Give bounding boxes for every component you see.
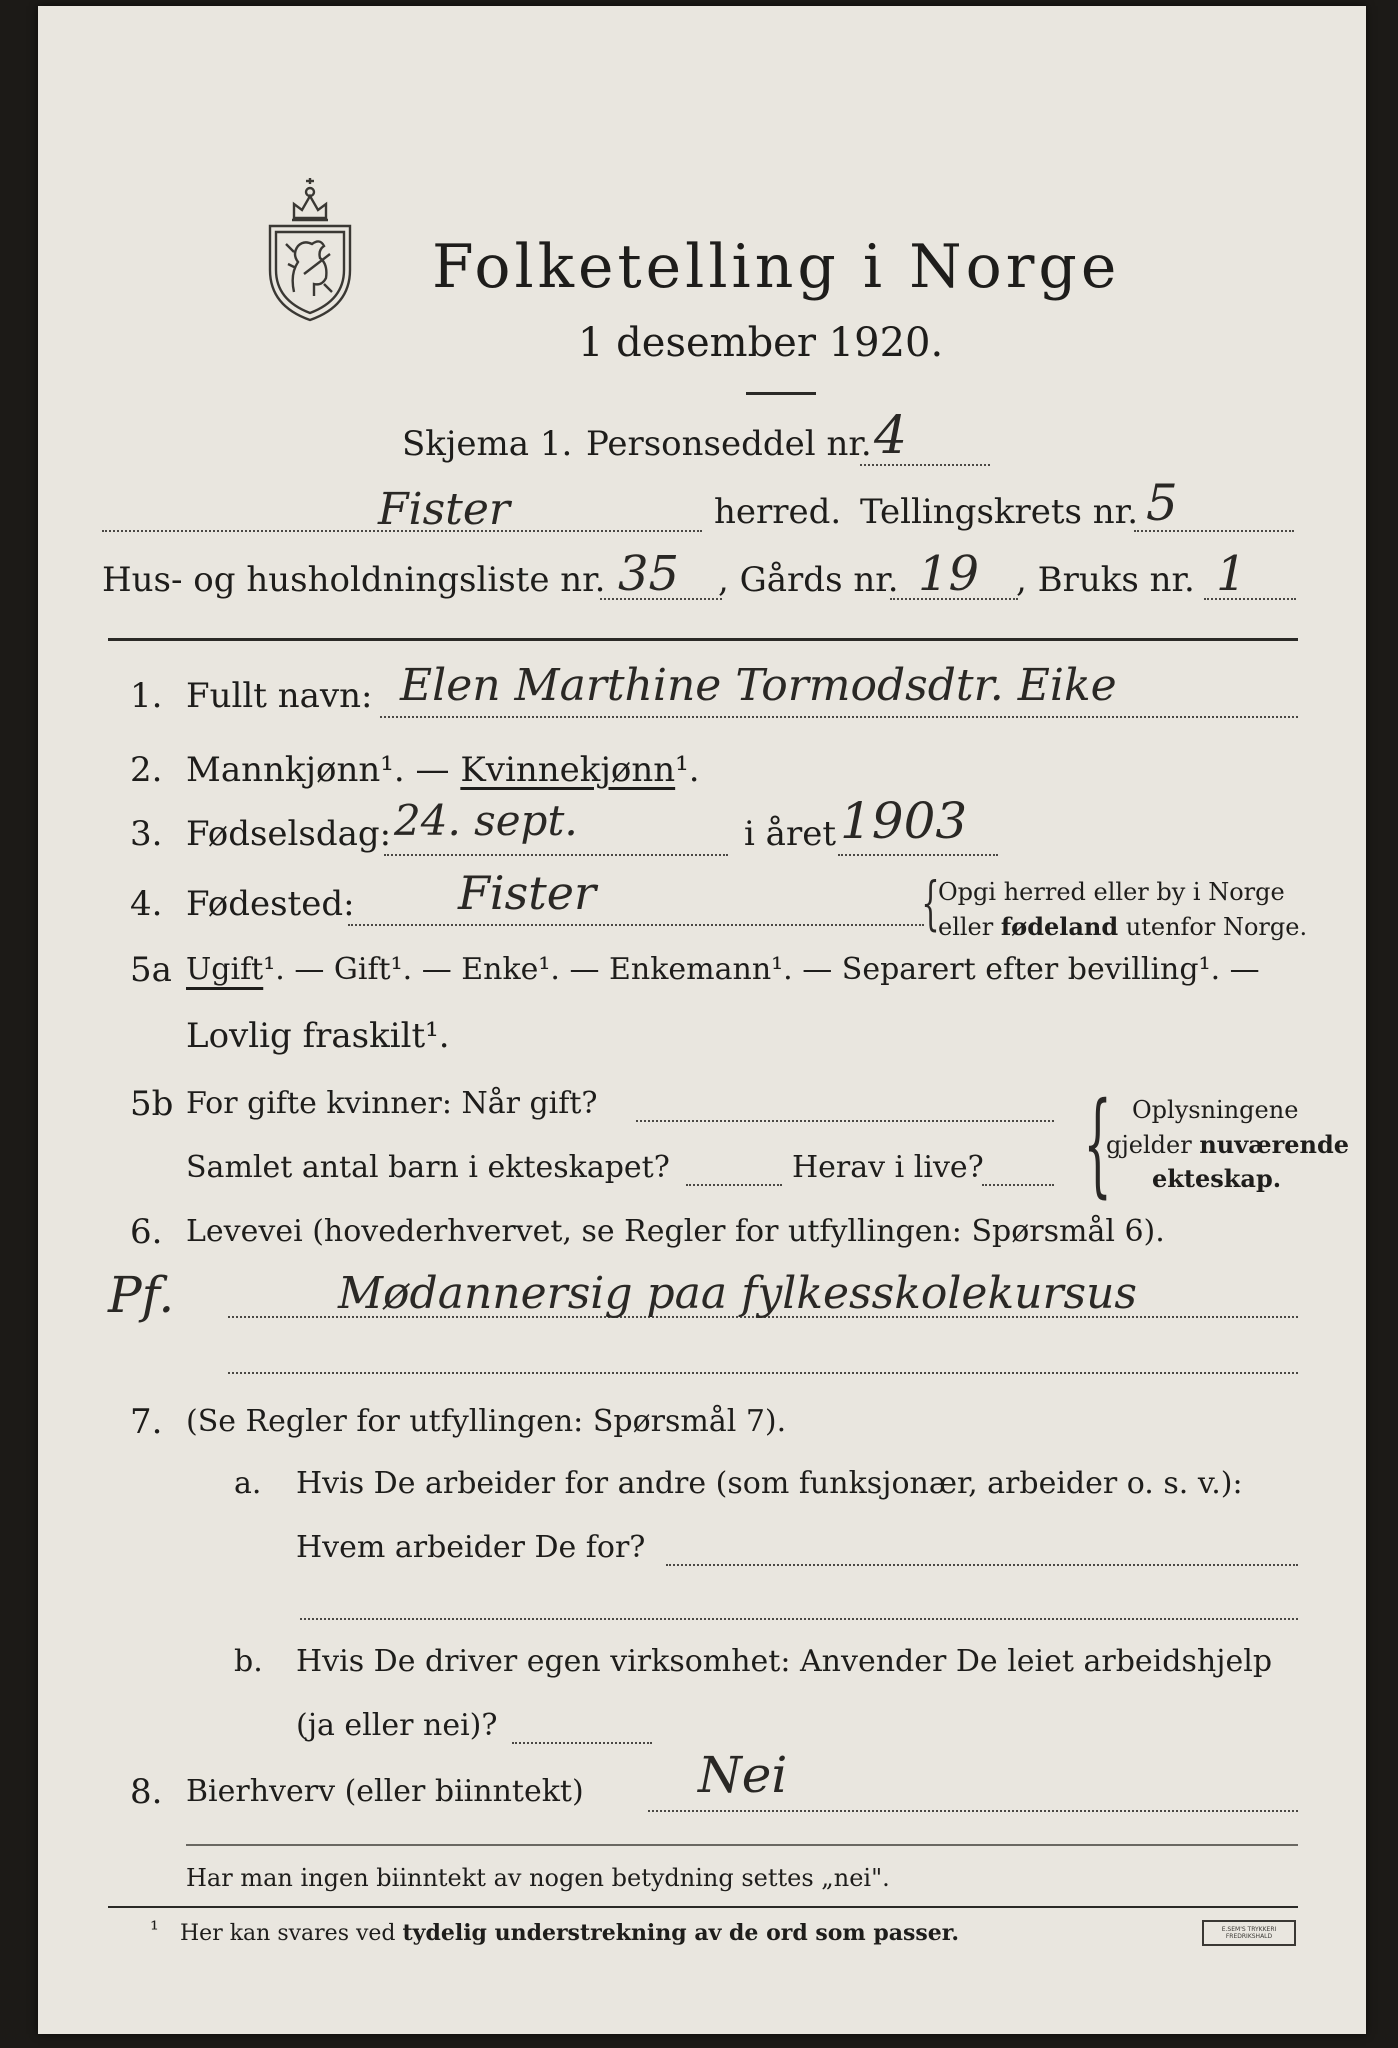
footer-note: Har man ingen biinntekt av nogen betydning settes „nei". [186, 1864, 890, 1892]
q5b-number: 5b [130, 1084, 174, 1124]
q5a-ugift: Ugift [186, 952, 264, 987]
hus-label: Hus- og husholdningsliste nr. [102, 560, 606, 600]
bruks-value: 1 [1216, 546, 1247, 602]
q3-day-line [384, 854, 728, 856]
q5b-herav-line [982, 1184, 1054, 1186]
q4-note-line2: eller fødeland utenfor Norge. [938, 912, 1308, 941]
q4-label: Fødested: [186, 884, 355, 924]
q3-day-value: 24. sept. [394, 796, 578, 845]
q6-prefix-value: Pf. [108, 1266, 175, 1324]
herred-value: Fister [378, 484, 510, 535]
q7-label: (Se Regler for utfyllingen: Spørsmål 7). [186, 1404, 787, 1439]
header-rule [108, 638, 1298, 641]
form-title: Folketelling i Norge [432, 232, 1121, 302]
norwegian-coat-of-arms-icon [264, 174, 356, 324]
q5a-options: ¹. — Gift¹. — Enke¹. — Enkemann¹. — Separert efter bevilling¹. — [263, 952, 1260, 987]
footnote-rule [108, 1906, 1298, 1908]
q5b-antal-label: Samlet antal barn i ekteskapet? [186, 1150, 670, 1185]
hus-value: 35 [618, 546, 680, 602]
q6-line2 [228, 1372, 1298, 1374]
bruks-label: , Bruks nr. [1016, 560, 1195, 600]
footnote-mark: ¹ [150, 1918, 159, 1943]
q7b-line1: Hvis De driver egen virksomhet: Anvender De leiet arbeidshjelp [296, 1644, 1273, 1679]
gards-value: 19 [918, 546, 980, 602]
q8-value: Nei [698, 1746, 788, 1804]
q6-number: 6. [130, 1212, 163, 1252]
q3-label: Fødselsdag: [186, 814, 392, 854]
q4-number: 4. [130, 884, 163, 924]
q7-number: 7. [130, 1402, 163, 1442]
census-form-page [38, 6, 1366, 2034]
q4-note-line1: Opgi herred eller by i Norge [938, 878, 1285, 906]
printer-stamp: E.SEM'S TRYKKERI FREDRIKSHALD [1202, 1920, 1296, 1946]
q8-label: Bierhverv (eller biinntekt) [186, 1774, 584, 1809]
q7b-letter: b. [234, 1644, 263, 1679]
q7b-answer-line [512, 1742, 652, 1744]
q3-year-line [838, 854, 998, 856]
q3-number: 3. [130, 814, 163, 854]
q4-line [348, 924, 924, 926]
q5a-text [186, 952, 1260, 987]
q7a-line1: Hvis De arbeider for andre (som funksjonær, arbeider o. s. v.): [296, 1466, 1243, 1501]
q1-value: Elen Marthine Tormodsdtr. Eike [400, 660, 1117, 711]
q7a-answer-line1 [666, 1564, 1298, 1566]
personseddel-value: 4 [874, 406, 908, 466]
q5b-antal-line [686, 1184, 782, 1186]
q2-suffix: ¹. [675, 750, 700, 790]
tellingskrets-value: 5 [1146, 474, 1178, 532]
footer-rule [186, 1844, 1298, 1846]
herred-label: herred. [714, 492, 842, 532]
q8-number: 8. [130, 1772, 163, 1812]
gards-label: , Gårds nr. [718, 560, 899, 600]
q5b-herav-label: Herav i live? [792, 1150, 984, 1185]
title-divider [746, 392, 816, 395]
q5a-number: 5a [130, 950, 172, 990]
q2-mannkjonn: Mannkjønn¹. — [186, 750, 461, 790]
tellingskrets-label: Tellingskrets nr. [860, 492, 1139, 532]
q5b-note-line3: ekteskap. [1152, 1164, 1282, 1193]
q5a-line2: Lovlig fraskilt¹. [186, 1016, 450, 1056]
q7a-letter: a. [234, 1466, 262, 1501]
q2-number: 2. [130, 750, 163, 790]
personseddel-label: Personseddel nr. [586, 424, 872, 464]
q6-value: Mødannersig paa fylkesskolekursus [338, 1268, 1137, 1319]
q4-brace: { [921, 869, 940, 937]
q5b-note-line1: Oplysningene [1132, 1096, 1299, 1124]
q3-year-label: i året [744, 814, 836, 854]
q2-text [186, 750, 700, 790]
q4-value: Fister [458, 866, 596, 920]
q1-line [380, 716, 1298, 718]
footnote-text: Her kan svares ved tydelig understrekning av de ord som passer. [180, 1920, 960, 1946]
q3-year-value: 1903 [840, 792, 968, 850]
q7a-line2: Hvem arbeider De for? [296, 1530, 646, 1565]
q5b-brace: { [1083, 1079, 1112, 1209]
q8-line [648, 1810, 1298, 1812]
q6-label: Levevei (hovederhvervet, se Regler for utfyllingen: Spørsmål 6). [186, 1214, 1165, 1249]
q2-kvinnekjonn: Kvinnekjønn [460, 750, 676, 790]
skjema-label: Skjema 1. [402, 424, 573, 464]
q1-label: Fullt navn: [186, 676, 373, 716]
q5b-gift-line [636, 1120, 1054, 1122]
census-date: 1 desember 1920. [578, 320, 944, 366]
q5b-note-line2: gjelder nuværende [1106, 1130, 1350, 1159]
q5b-line1: For gifte kvinner: Når gift? [186, 1086, 598, 1121]
q7b-line2: (ja eller nei)? [296, 1708, 498, 1743]
q1-number: 1. [130, 676, 163, 716]
q7a-answer-line2 [300, 1618, 1298, 1620]
